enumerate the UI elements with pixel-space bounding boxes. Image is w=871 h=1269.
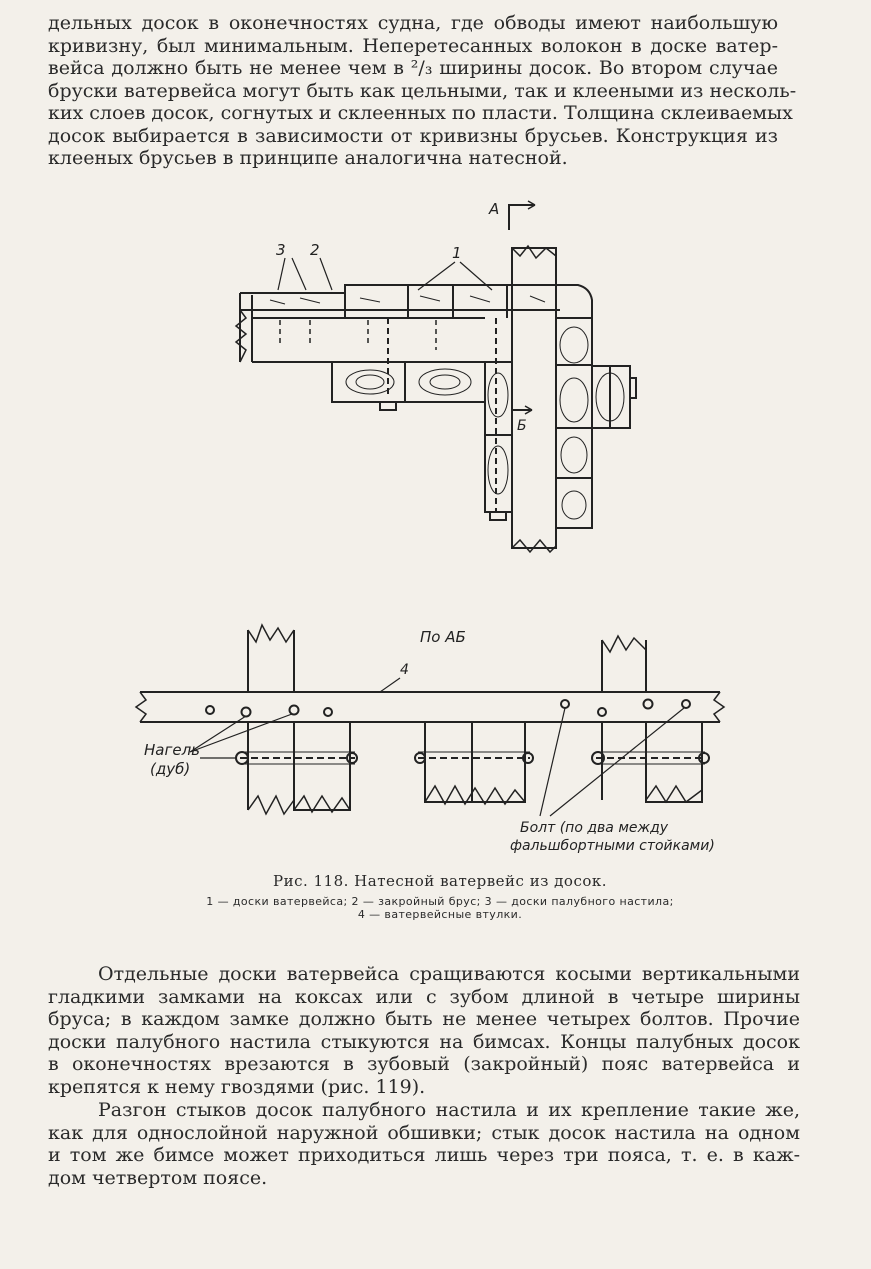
figure-legend bbox=[100, 895, 780, 921]
text-line: в оконечностях врезаются в зубовый (закройный) пояс ватервейса и bbox=[48, 1053, 800, 1075]
figure-section-ab bbox=[0, 600, 871, 900]
label-bolt-line1: Болт (по два между bbox=[520, 820, 669, 836]
text-paragraph-3 bbox=[48, 1099, 800, 1189]
section-mark-a: А bbox=[489, 200, 500, 218]
text-line: Отдельные доски ватервейса сращиваются косыми вертикальными bbox=[98, 963, 800, 985]
text-line: бруски ватервейса могут быть как цельными, так и клееными из несколь- bbox=[48, 79, 797, 102]
text-paragraph-2 bbox=[48, 963, 800, 1098]
label-bolt-line2: фальшбортными стойками) bbox=[510, 838, 715, 854]
text-line: досок выбирается в зависимости от кривизны брусьев. Конструкция из bbox=[48, 124, 778, 147]
section-mark-b: Б bbox=[517, 418, 527, 434]
text-line: ких слоев досок, согнутых и склеенных по пласти. Толщина склеиваемых bbox=[48, 102, 793, 124]
section-title: По АБ bbox=[420, 628, 466, 646]
text-line: клееных брусьев в принципе аналогична натесной. bbox=[48, 147, 568, 169]
text-line: дельных досок в оконечностях судна, где обводы имеют наибольшую bbox=[48, 12, 778, 34]
legend-line: 1 — доски ватервейса; 2 — закройный брус; 3 — доски палубного настила; bbox=[206, 895, 674, 908]
callout-2: 2 bbox=[310, 241, 320, 259]
text-line: вейса должно быть не менее чем в ²/₃ ширины досок. Во втором случае bbox=[48, 57, 778, 79]
text-line: крепятся к нему гвоздями (рис. 119). bbox=[48, 1075, 426, 1098]
text-line: бруса; в каждом замке должно быть не менее четырех болтов. Прочие bbox=[48, 1008, 800, 1030]
callout-1: 1 bbox=[452, 244, 462, 262]
callout-3: 3 bbox=[276, 241, 286, 259]
label-nagel: Нагель bbox=[144, 741, 201, 759]
legend-line: 4 — ватервейсные втулки. bbox=[357, 908, 523, 921]
callout-4: 4 bbox=[400, 662, 409, 678]
text-line: кривизну, был минимальным. Неперетесанных волокон в доске ватер- bbox=[48, 34, 778, 57]
label-oak: (дуб) bbox=[150, 760, 191, 778]
text-line: дом четвертом поясе. bbox=[48, 1166, 268, 1189]
text-line: как для однослойной наружной обшивки; стык досок настила на одном bbox=[48, 1121, 800, 1144]
text-line: доски палубного настила стыкуются на бимсах. Концы палубных досок bbox=[48, 1030, 800, 1053]
text-line: Разгон стыков досок палубного настила и их крепление такие же, bbox=[98, 1099, 800, 1121]
text-line: гладкими замками на коксах или с зубом длиной в четыре ширины bbox=[48, 985, 800, 1008]
text-line: и том же бимсе может приходиться лишь через три пояса, т. е. в каж- bbox=[48, 1144, 800, 1166]
figure-cross-section bbox=[0, 0, 871, 600]
figure-caption: Рис. 118. Натесной ватервейс из досок. bbox=[272, 872, 608, 890]
